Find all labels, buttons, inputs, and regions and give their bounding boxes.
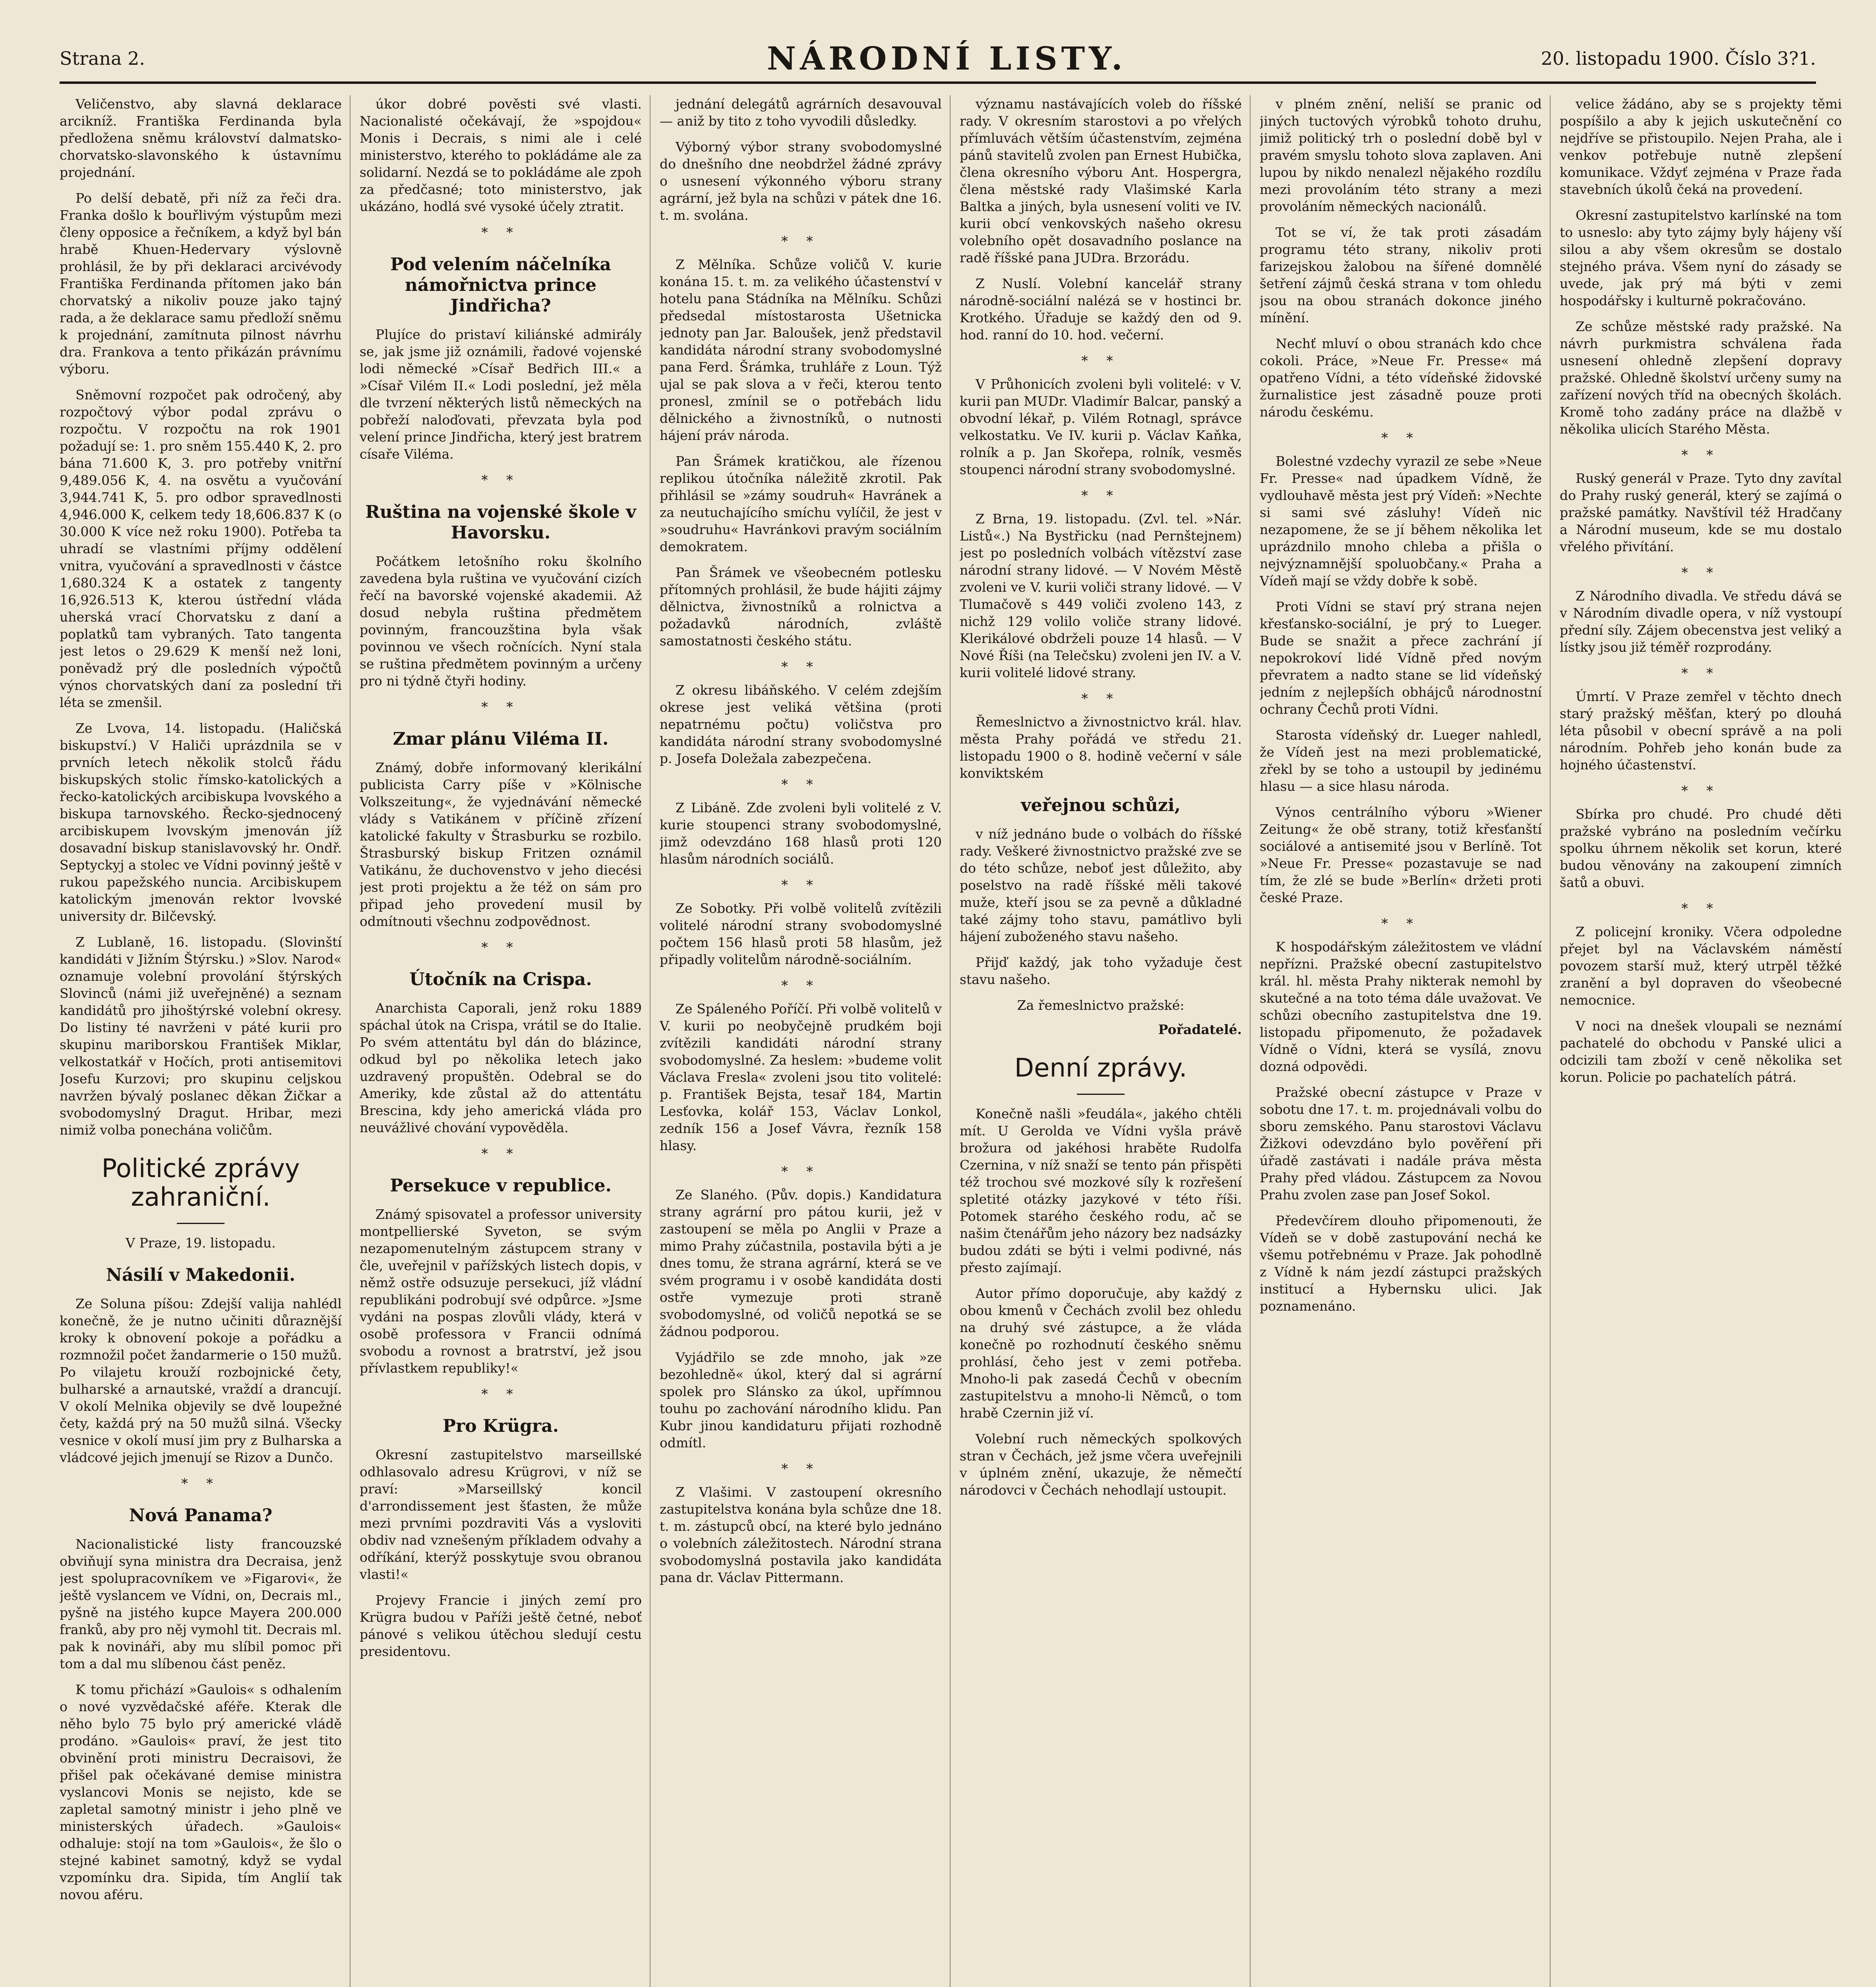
- paragraph: Ze Spáleného Poříčí. Při volbě volitelů v V. kurii po neobyčejně prudkém boji zvítězili kandidáti národní strany svobodomyslné. Za heslem: »budeme volit Václava Fresla« zvoleni jsou tito volitelé: p. František Bejsta, tesař 184, Martin Lesťovka, kolář 153, Václav Lonkol, zedník 156 a Josef Vávra, řezník 158 hlasy.: [660, 1001, 942, 1153]
- paragraph: Z Libáně. Zde zvoleni byli volitelé z V. kurie stoupenci strany svobodomyslné, jimž odevzdáno 168 hlasů proti 120 hlasům národních sociálů.: [660, 800, 942, 867]
- paragraph: Ze Sobotky. Při volbě volitelů zvítězili volitelé národní strany svobodomyslné počtem 156 hlasů proti 58 hlasům, jež připadly volitelům národně-sociálním.: [660, 901, 942, 967]
- separator: * *: [481, 472, 520, 488]
- signature: Pořadatelé.: [1158, 1022, 1242, 1037]
- paragraph: Z Vlašimi. V zastoupení okresního zastupitelstva konána byla schůze dne 18. t. m. zástupců obcí, na které bylo jednáno o volebních záležitostech. Národní strana svobodomyslná postavila jako kandidáta pana dr. Václav Pittermann.: [660, 1484, 942, 1585]
- paragraph: Nacionalistické listy francouzské obviňují syna ministra dra Decraisa, jenž jest spolupracovníkem ve »Figarovi«, že ještě vyslancem ve Vídni, on, Decrais ml., pyšně na jistého kupce Mayera 200.000 franků, aby pro něj vymohl tit. Decrais ml. pak k novináři, aby mu slíbil pomoc při tom a dal mu slíbenou část peněz.: [60, 1536, 342, 1671]
- separator: * *: [781, 1164, 820, 1179]
- separator: * *: [1381, 916, 1420, 931]
- paragraph: Výborný výbor strany svobodomyslné do dnešního dne neobdržel žádné zprávy o usnesení výkonného výboru strany agrární, jež byla na schůzi v pátek dne 16. t. m. svolána.: [660, 139, 942, 223]
- paragraph: Ze Soluna píšou: Zdejší valija nahlédl konečně, že je nutno učiniti důraznější kroky k obnovení pokoje a pořádku a rozmnožil počet žandarmerie o 150 mužů. Po vilajetu krouží rozbojnické čety, bulharské a arnautské, vraždí a drancují. V okolí Melnika objevily se dvě loupežné čety, každá prý na 50 mužů silná. Všecky vesnice v okolí musí jim pry z Bulharska a vládcové jejich jmenují se Rizov a Dunčo.: [60, 1296, 342, 1465]
- paragraph: Veličenstvo, aby slavná deklarace arcikníž. Františka Ferdinanda byla předložena sněmu království dalmatsko-chorvatsko-slavonského k ústavnímu projednání.: [60, 96, 342, 180]
- paragraph: V noci na dnešek vloupali se neznámí pachatelé do obchodu v Panské ulici a odcizili tam zboží v ceně několika set korun. Policie po pachatelích pátrá.: [1560, 1018, 1842, 1085]
- paragraph: Z okresu libáňského. V celém zdejším okrese jest veliká většina (proti nepatrnému počtu) voličstva pro kandidáta národní strany svobodomyslné p. Josefa Doležala zabezpečena.: [660, 682, 942, 766]
- column-6: [1560, 95, 1842, 1987]
- column-3: [660, 95, 942, 1987]
- article-headline: Ruština na vojenské škole v Havorsku.: [365, 502, 636, 543]
- column-2: [360, 95, 642, 1987]
- article-headline: Nová Panama?: [129, 1505, 273, 1526]
- paper-title: NÁRODNÍ LISTY.: [767, 40, 1127, 77]
- paragraph: velice žádáno, aby se s projekty těmi pospíšilo a aby k jejich uskutečnění co nejdříve se přistoupilo. Nejen Praha, ale i venkov potřebuje nutně zlepšení komunikace. Vždyť zejména v Praze řada stavebních úkolů čeká na provedení.: [1560, 96, 1842, 197]
- paragraph: Tot se ví, že tak proti zásadám programu této strany, nikoliv proti farizejskou žalobou na šířené domnělé šetření zájmů česká strana v tom ohledu jsou na obou stranách dokonce jiného mínění.: [1260, 225, 1542, 325]
- separator: * *: [781, 777, 820, 792]
- article-headline: veřejnou schůzi,: [1021, 795, 1181, 815]
- paragraph: Pan Šrámek ve všeobecném potlesku přítomných prohlásil, že bude hájiti zájmy dělnictva, živnostníků a rolnictva a požadavků národních, zvláště samostatnosti českého státu.: [660, 565, 942, 649]
- paragraph: Z Brna, 19. listopadu. (Zvl. tel. »Nár. Listů«.) Na Bystřicku (nad Pernštejnem) jest po posledních volbách vítězství zase národní strany lidové. — V Novém Městě zvoleni ve V. kurii voliči strany lidové. — V Tlumačově s 449 voliči zvoleno 143, z nichž 129 volilo voliče strany lidové. Klerikálové obdrželi pouze 14 hlasů. — V Nové Říši (na Telečsku) zvoleni jen IV. a V. kurii volitelé lidové strany.: [960, 511, 1242, 680]
- paragraph: Známý spisovatel a professor university montpellierské Syveton, se svým nezapomenutelným zástupcem strany v čle, uveřejnil v pařížských listech dopis, v němž ostře odsuzuje persekuci, jíž vládní republikáni podrobují své odpůrce. »Jsme vydáni na pospas zlovůli vlády, která v osobě professora v Francii odnímá svobodu a rovnost a bratrství, jež jsou přívlastkem republiky!«: [360, 1207, 642, 1376]
- paragraph: Starosta vídeňský dr. Lueger nahledl, že Vídeň jest na mezi problematické, zřekl by se toho a ustoupil by jedinému hlasu — a sice hlasu národa.: [1260, 727, 1542, 794]
- separator: * *: [781, 978, 820, 993]
- separator: * *: [1081, 691, 1120, 706]
- section-heading: Politické zprávy zahraniční.: [101, 1154, 300, 1212]
- separator: * *: [1681, 447, 1720, 463]
- paragraph: V Průhonicích zvoleni byli volitelé: v V. kurii pan MUDr. Vladimír Balcar, panský a obvodní lékař, p. Vilém Rotnagl, správce velkostatku. Ve IV. kurii p. Václav Kaňka, rolník a p. Jan Skořepa, rolník, vesměs stoupenci národní strany svobodomyslné.: [960, 376, 1242, 477]
- separator: * *: [781, 1461, 820, 1476]
- paragraph: Okresní zastupitelstvo marseillské odhlasovalo adresu Krügrovi, v níž se praví: »Marseillský koncil d'arrondissement jest šťasten, že může mezi prvními pozdraviti Vás a vysloviti obdiv nad vznešeným příkladem odvahy a odříkání, kterýž posskytuje svou obranou vlasti!«: [360, 1447, 642, 1582]
- dateline: Za řemeslnictvo pražské:: [1017, 997, 1185, 1013]
- separator: * *: [1381, 430, 1420, 445]
- paragraph: K tomu přichází »Gaulois« s odhalením o nové vyzvědačské aféře. Kterak dle něho bylo 75 bylo prý americké vládě prodáno. »Gaulois« praví, že jest tito obvinění proti ministru Decraisovi, že přišel pak očekávané demise ministra vyslancovi Monis se nejisto, kde se zapletal samotný ministr i jeho plně ve ministerských úřadech. »Gaulois« odhaluje: stojí na tom »Gaulois«, že šlo o stejné kabinet samotný, když se vydal vzpomínku dra. Sipida, tím Anglií tak novou aféru.: [60, 1682, 342, 1902]
- section-heading: Denní zprávy.: [1014, 1054, 1187, 1083]
- paragraph: Autor přímo doporučuje, aby každý z obou kmenů v Čechách zvolil bez ohledu na druhý své zástupce, a že vláda konečně po rozhodnutí českého sněmu prohlásí, čeho jest v zemi potřeba. Mnoho-li pak zasedá Čechů v obecním zastupitelstvu a mnoho-li Němců, o tom hrabě Czernin již ví.: [960, 1286, 1242, 1421]
- paragraph: Anarchista Caporali, jenž roku 1889 spáchal útok na Crispa, vrátil se do Italie. Po svém attentátu byl dán do blázince, odkud byl po několika letech jako uzdravený propuštěn. Odebral se do Ameriky, kde zůstal až do attentátu Brescina, kdy jeho americká vláda pro neuvážlivé chování vypověděla.: [360, 1000, 642, 1135]
- column-4: [960, 95, 1242, 1987]
- masthead: [60, 40, 1816, 76]
- paragraph: K hospodářským záležitostem ve vládní nepřízni. Pražské obecní zastupitelstvo král. hl. města Prahy nikterak nemohl by skutečné a na toto téma dále uvažovat. Ve schůzi obecního zastupitelstva dne 19. listopadu připomenuto, že požadavek Vídně o Vídni, která se vysílá, znovu dozná odpovědi.: [1260, 939, 1542, 1074]
- masthead-rule: [60, 81, 1816, 84]
- separator: * *: [481, 225, 520, 240]
- paragraph: Známý, dobře informovaný klerikální publicista Carry píše v »Kölnische Volkszeitung«, že vyjednávání německé vlády s Vatikánem v příčině zřízení katolické fakulty v Štrasburku se rozbilo. Štrasburský biskup Fritzen oznámil Vatikánu, že duchovenstvo v jeho diecési jest proti projektu a že též on sám pro připad jeho provedení musil by odmítnouti všechnu zodpovědnost.: [360, 760, 642, 929]
- paragraph: Z Nuslí. Volební kancelář strany národně-sociální nalézá se v hostinci br. Krotkého. Úřaduje se každý den od 9. hod. ranní do 10. hod. večerní.: [960, 276, 1242, 343]
- issue-date: 20. listopadu 1900. Číslo 3?1.: [1541, 48, 1816, 69]
- paragraph: jednání delegátů agrárních desavouval — aniž by tito z toho vyvodili důsledky.: [660, 96, 942, 129]
- paragraph: Předevčírem dlouho připomenouti, že Vídeň se v době zastupování nechá ke všemu potřebnému v Praze. Jak pohodlně z Vídně k nám jezdí zástupci pražských institucí a Hybernsku ulici. Jak poznamenáno.: [1260, 1213, 1542, 1314]
- separator: * *: [481, 939, 520, 955]
- paragraph: úkor dobré pověsti své vlasti. Nacionalisté očekávají, že »spojdou« Monis i Decrais, s nimi ale i celé ministerstvo, kterého to pokládáme ale za solidarní. Nezdá se to pokládáme ale zpoh za předčasné; toto ministerstvo, jak ukázáno, hodlá své vysoké účely ztratit.: [360, 96, 642, 214]
- paragraph: Proti Vídni se staví prý strana nejen křesťansko-sociální, je prý to Lueger. Bude se snažit a přece zachrání jí nepokrokoví lidé Vídně před novým převratem a nadto stane se lid vídeňský jedním z nejlepších obhájců národnostní ochrany Čechů proti Vídni.: [1260, 599, 1542, 717]
- paragraph: Z Národního divadla. Ve středu dává se v Národním divadle opera, v níž vystoupí přední síly. Zájem obecenstva jest veliký a lístky jsou již téměř rozprodány.: [1560, 588, 1842, 655]
- paragraph: Výnos centrálního výboru »Wiener Zeitung« že obě strany, totiž křesťanští sociálové a antisemité jsou v Berlíně. Tot »Neue Fr. Presse« pozastavuje se nad tím, že zlé se bude »Berlín« držeti proti české Praze.: [1260, 804, 1542, 905]
- paragraph: Sbírka pro chudé. Pro chudé děti pražské vybráno na posledním večírku spolku úhrnem několik set korun, které budou věnovány na zakoupení zimních šatů a obuvi.: [1560, 806, 1842, 890]
- separator: * *: [1681, 783, 1720, 798]
- paragraph: Pražské obecní zástupce v Praze v sobotu dne 17. t. m. projednávali volbu do sboru zemského. Panu starostovi Václavu Žižkovi odevzdáno bylo pověření při úřadě zastávati i nadále práva města Prahy před vládou. Zástupcem za Novou Prahu zvolen zase pan Josef Sokol.: [1260, 1085, 1542, 1203]
- article-headline: Pro Krügra.: [442, 1416, 559, 1436]
- paragraph: Ze Lvova, 14. listopadu. (Haličská biskupství.) V Haliči uprázdnila se v prvních letech několik stolců řádu biskupských stolic římsko-katolických a řecko-katolických arcibiskupa lvovského a biskupa tarnovského. Řecko-sjednocený arcibiskupem lvovským jmenován jíž dosavadní biskup stanislavovský hr. Ondř. Septyckyj a stolec ve Vídni povinný ještě v rukou papežského nuncia. Arcibiskupem katolickým jmenován rektor lvovské university dr. Bilčevský.: [60, 720, 342, 924]
- paragraph: Ruský generál v Praze. Tyto dny zavítal do Prahy ruský generál, který se zajímá o pražské památky. Navštívil též Hradčany a Národní museum, kde se mu dostalo vřelého přivítání.: [1560, 471, 1842, 554]
- separator: * *: [781, 877, 820, 893]
- separator: * *: [181, 1476, 220, 1491]
- paragraph: Počátkem letošního roku školního zavedena byla ruština ve vyučování cizích řečí na bavorské vojenské akademii. Až dosud nebyla ruština předmětem povinným, francouzština byla však povinnou ve všech ročnících. Nyní stala se ruština předmětem povinným a určeny pro ni týdně čtyři hodiny.: [360, 554, 642, 689]
- paragraph: Projevy Francie i jiných zemí pro Krügra budou v Paříži ještě četné, neboť pánové s velikou útěchou sledují cestu presidentovu.: [360, 1592, 642, 1659]
- paragraph: Ze schůze městské rady pražské. Na návrh purkmistra schválena řada usnesení ohledně zlepšení dopravy pražské. Ohledně školství určeny sumy na zařízení nových tříd na obecných školách. Kromě toho zadány práce na dlažbě v několika ulicích Starého Města.: [1560, 319, 1842, 437]
- paragraph: Vyjádřilo se zde mnoho, jak »ze bezohledně« úkol, který dal si agrární spolek pro Slánsko za úkol, upřímnou touhu po zachování národního klidu. Pan Kubr jinou kandidaturu přijati rozhodně odmítl.: [660, 1350, 942, 1451]
- paragraph: Po delší debatě, při níž za řeči dra. Franka došlo k bouřlivým výstupům mezi členy opposice a řečníkem, a když byl bán hrabě Khuen-Hedervary výslovně prohlásil, že by při deklaraci arcivévody Františka Ferdinanda přítomen jako bán chorvatský a nikoliv pouze jako tajný rada, a že deklarace samu předloží sněmu k projednání, zamítnuta pilnost návrhu dra. Frankova a tento přikázán právnímu výboru.: [60, 190, 342, 377]
- dateline: V Praze, 19. listopadu.: [126, 1235, 276, 1251]
- heading-underline: [177, 1223, 225, 1224]
- separator: * *: [781, 659, 820, 674]
- separator: * *: [1081, 488, 1120, 503]
- column-divider: [950, 95, 951, 1987]
- column-divider: [1550, 95, 1551, 1987]
- paragraph: Z Lublaně, 16. listopadu. (Slovinští kandidáti v Jižním Štýrsku.) »Slov. Narod« oznamuje volební provolání štýrských Slovinců (námi již uveřejněné) a seznam kandidátů pro jihoštýrské volební okresy. Do listiny té navrženi v páté kurii pro skupinu mariborskou František Miklar, velkostatkář v Hočích, proti antisemitovi Josefu Kurzovi; pro skupinu celjskou navržen bývalý poslanec děkan Žičkar a svobodomyslný Dragut. Hribar, mezi nimiž volba ponechána voličům.: [60, 934, 342, 1138]
- paragraph: Úmrtí. V Praze zemřel v těchto dnech starý pražský měšťan, který po dlouhá léta působil v obecní správě a na poli národním. Pohřeb jeho konán bude za hojného účastenství.: [1560, 689, 1842, 773]
- page-number: Strana 2.: [60, 48, 145, 69]
- separator: * *: [1681, 665, 1720, 681]
- heading-underline: [1077, 1094, 1125, 1095]
- column-1: [60, 95, 342, 1987]
- paragraph: Ze Slaného. (Pův. dopis.) Kandidatura strany agrární pro pátou kurii, jež v zastoupení se měla po Anglii v Praze a mimo Prahy zúčastnila, postavila býti a je dnes tomu, že strana agrární, která se ve svém programu i v osobě kandidáta dosti ostře vymezuje proti straně svobodomyslné, od voličů nepotká se se žádnou podporou.: [660, 1187, 942, 1339]
- article-headline: Zmar plánu Viléma II.: [393, 729, 609, 749]
- paragraph: Pan Šrámek kratičkou, ale řízenou replikou útočníka náležitě zkrotil. Pak přihlásil se »zámy soudruh« Havránek a za neutuchajícího smíchu vylíčil, že jest v »soudruhu« Havránkovi pravým sociálním demokratem.: [660, 453, 942, 554]
- paragraph: Z policejní kroniky. Včera odpoledne přejet byl na Václavském náměstí povozem starší muž, který utrpěl těžké zranění a byl dopraven do všeobecné nemocnice.: [1560, 924, 1842, 1008]
- separator: * *: [781, 233, 820, 249]
- paragraph: Nechť mluví o obou stranách kdo chce cokoli. Práce, »Neue Fr. Presse« má opatřeno Vídni, a této vídeňské židovské žurnalistice jest zásadně pouze proti národu českému.: [1260, 336, 1542, 420]
- column-divider: [650, 95, 651, 1987]
- article-headline: Pod velením náčelníka námořnictva prince Jindřicha?: [390, 254, 611, 316]
- paragraph: v níž jednáno bude o volbách do říšské rady. Veškeré živnostnictvo pražské zve se do této schůze, neboť jest důležito, aby poselstvo na radě říšské měli takové muže, kteří jsou se za pevně a důkladné také zájmy toho stavu, památlivo byli hájení zuboženého stavu našeho.: [960, 826, 1242, 944]
- separator: * *: [1081, 353, 1120, 368]
- separator: * *: [1681, 565, 1720, 580]
- paragraph: Sněmovní rozpočet pak odročený, aby rozpočtový výbor podal zprávu o rozpočtu. V rozpočtu na rok 1901 požadují se: 1. pro sněm 155.440 K, 2. pro bána 71.600 K, 3. pro potřeby vnitřní 9,489.056 K, 4. na osvětu a vyučování 3,944.741 K, 5. pro odbor spravedlnosti 4,946.000 K, celkem tedy 18,606.837 K (o 30.000 K více než roku 1900). Potřeba ta uhradí se vlastními příjmy oddělení vnitra, vyučování a spravedlnosti v částce 1,680.324 K a ostatek z tangenty 16,926.513 K, kterou ústřední vláda uherská vrací Chorvatsku z daní a poplatků tam vybraných. Tato tangenta jest letos o 29.629 K menší než loni, poněvadž prý dle posledních výpočtů výnos chorvatských daní za poslední tři léta se zmenšil.: [60, 387, 342, 710]
- column-divider: [1250, 95, 1251, 1987]
- paragraph: Řemeslnictvo a živnostnictvo král. hlav. města Prahy pořádá ve středu 21. listopadu 1900 o 8. hodině večerní v sále konviktském: [960, 714, 1242, 781]
- separator: * *: [481, 1386, 520, 1402]
- paragraph: Z Mělníka. Schůze voličů V. kurie konána 15. t. m. za velikého účastenství v hotelu pana Stádníka na Mělníku. Schůzi předsedal místostarosta Ušetnicka jednoty pan Jar. Baloušek, jenž představil kandidáta národní strany svobodomyslné pana Ferd. Šrámka, truhláře z Loun. Týž ujal se pak slova a v řeči, kterou tento pronesl, zmínil se o potřebách lidu dělnického a živnostníků, o nutnosti hájení práv národa.: [660, 257, 942, 443]
- paragraph: Bolestné vzdechy vyrazil ze sebe »Neue Fr. Presse« nad úpadkem Vídně, že vydlouhavě města jest prý Vídeň: »Nechte si sami své zásluhy! Vídeň nic nezapomene, že se jí během několika let uprázdnilo mnoho chleba a přišla o nejvýznamnější spoluobčany.« Praha a Vídeň mají se vždy dobře k sobě.: [1260, 453, 1542, 589]
- column-5: [1260, 95, 1542, 1987]
- paragraph: Okresní zastupitelstvo karlínské na tom to usneslo: aby tyto zájmy byly hájeny vší silou a aby všem okresům se dostalo stejného práva. Všem nyní do zásady se uvede, jak prý má býti v zemi hospodářsky i kulturně pokračováno.: [1560, 207, 1842, 308]
- paragraph: Konečně našli »feudála«, jakého chtěli mít. U Gerolda ve Vídni vyšla právě brožura od jakéhosi hraběte Rudolfa Czernina, v níž snaží se tento pán přispěti též trochou své mozkové síly k rozřešení spletité otázky jazykové v této říši. Potomek starého českého rodu, ač se našim čtenářům jeho názory bez nadsázky budou zdáti se býti i velmi podivné, nás přesto zajímají.: [960, 1106, 1242, 1275]
- paragraph: Plujíce do pristaví kiliánské admirály se, jak jsme již oznámili, řadové vojenské lodi německé »Císař Bedřich III.« a »Císař Vilém II.« Lodi poslední, jež měla dle tvrzení některých listů německých na pobřeží naloďovati, převzata byla pod velení prince Jindřicha, který jest bratrem císaře Viléma.: [360, 327, 642, 462]
- separator: * *: [1681, 901, 1720, 916]
- article-headline: Násilí v Makedonii.: [106, 1265, 296, 1285]
- paragraph: v plném znění, neliší se pranic od jiných tuctových výrobků tohoto druhu, jimiž politický trh o poslední době byl v pravém smyslu tohoto slova zaplaven. Ani lupou by nikdo nenalezl nějakého rozdílu mezi provoláním této strany a mezi provoláním německých nacionálů.: [1260, 96, 1542, 214]
- separator: * *: [481, 699, 520, 715]
- paragraph: Volební ruch německých spolkových stran v Čechách, jež jsme včera uveřejnili v úplném znění, ukazuje, že němečtí národovci v Čechách nehodlají ustoupit.: [960, 1431, 1242, 1498]
- article-headline: Útočník na Crispa.: [409, 969, 592, 990]
- paragraph: významu nastávajících voleb do říšské rady. V okresním starostovi a po vřelých přímluvách větším účastenstvím, zejména pánů stavitelů zvolen pan Ernest Hubička, člena okresního výboru Ant. Hospergra, člena městské rady Vlašimské Karla Baltka a jiných, byla usnesení voliti ve IV. kurii obcí venkovských našeho okresu volebního opět dosavadního poslance na radě říšské pana JUDra. Brzorádu.: [960, 96, 1242, 265]
- paragraph: Přijď každý, jak toho vyžaduje čest stavu našeho.: [960, 955, 1242, 987]
- separator: * *: [481, 1146, 520, 1161]
- article-headline: Persekuce v republice.: [390, 1176, 612, 1196]
